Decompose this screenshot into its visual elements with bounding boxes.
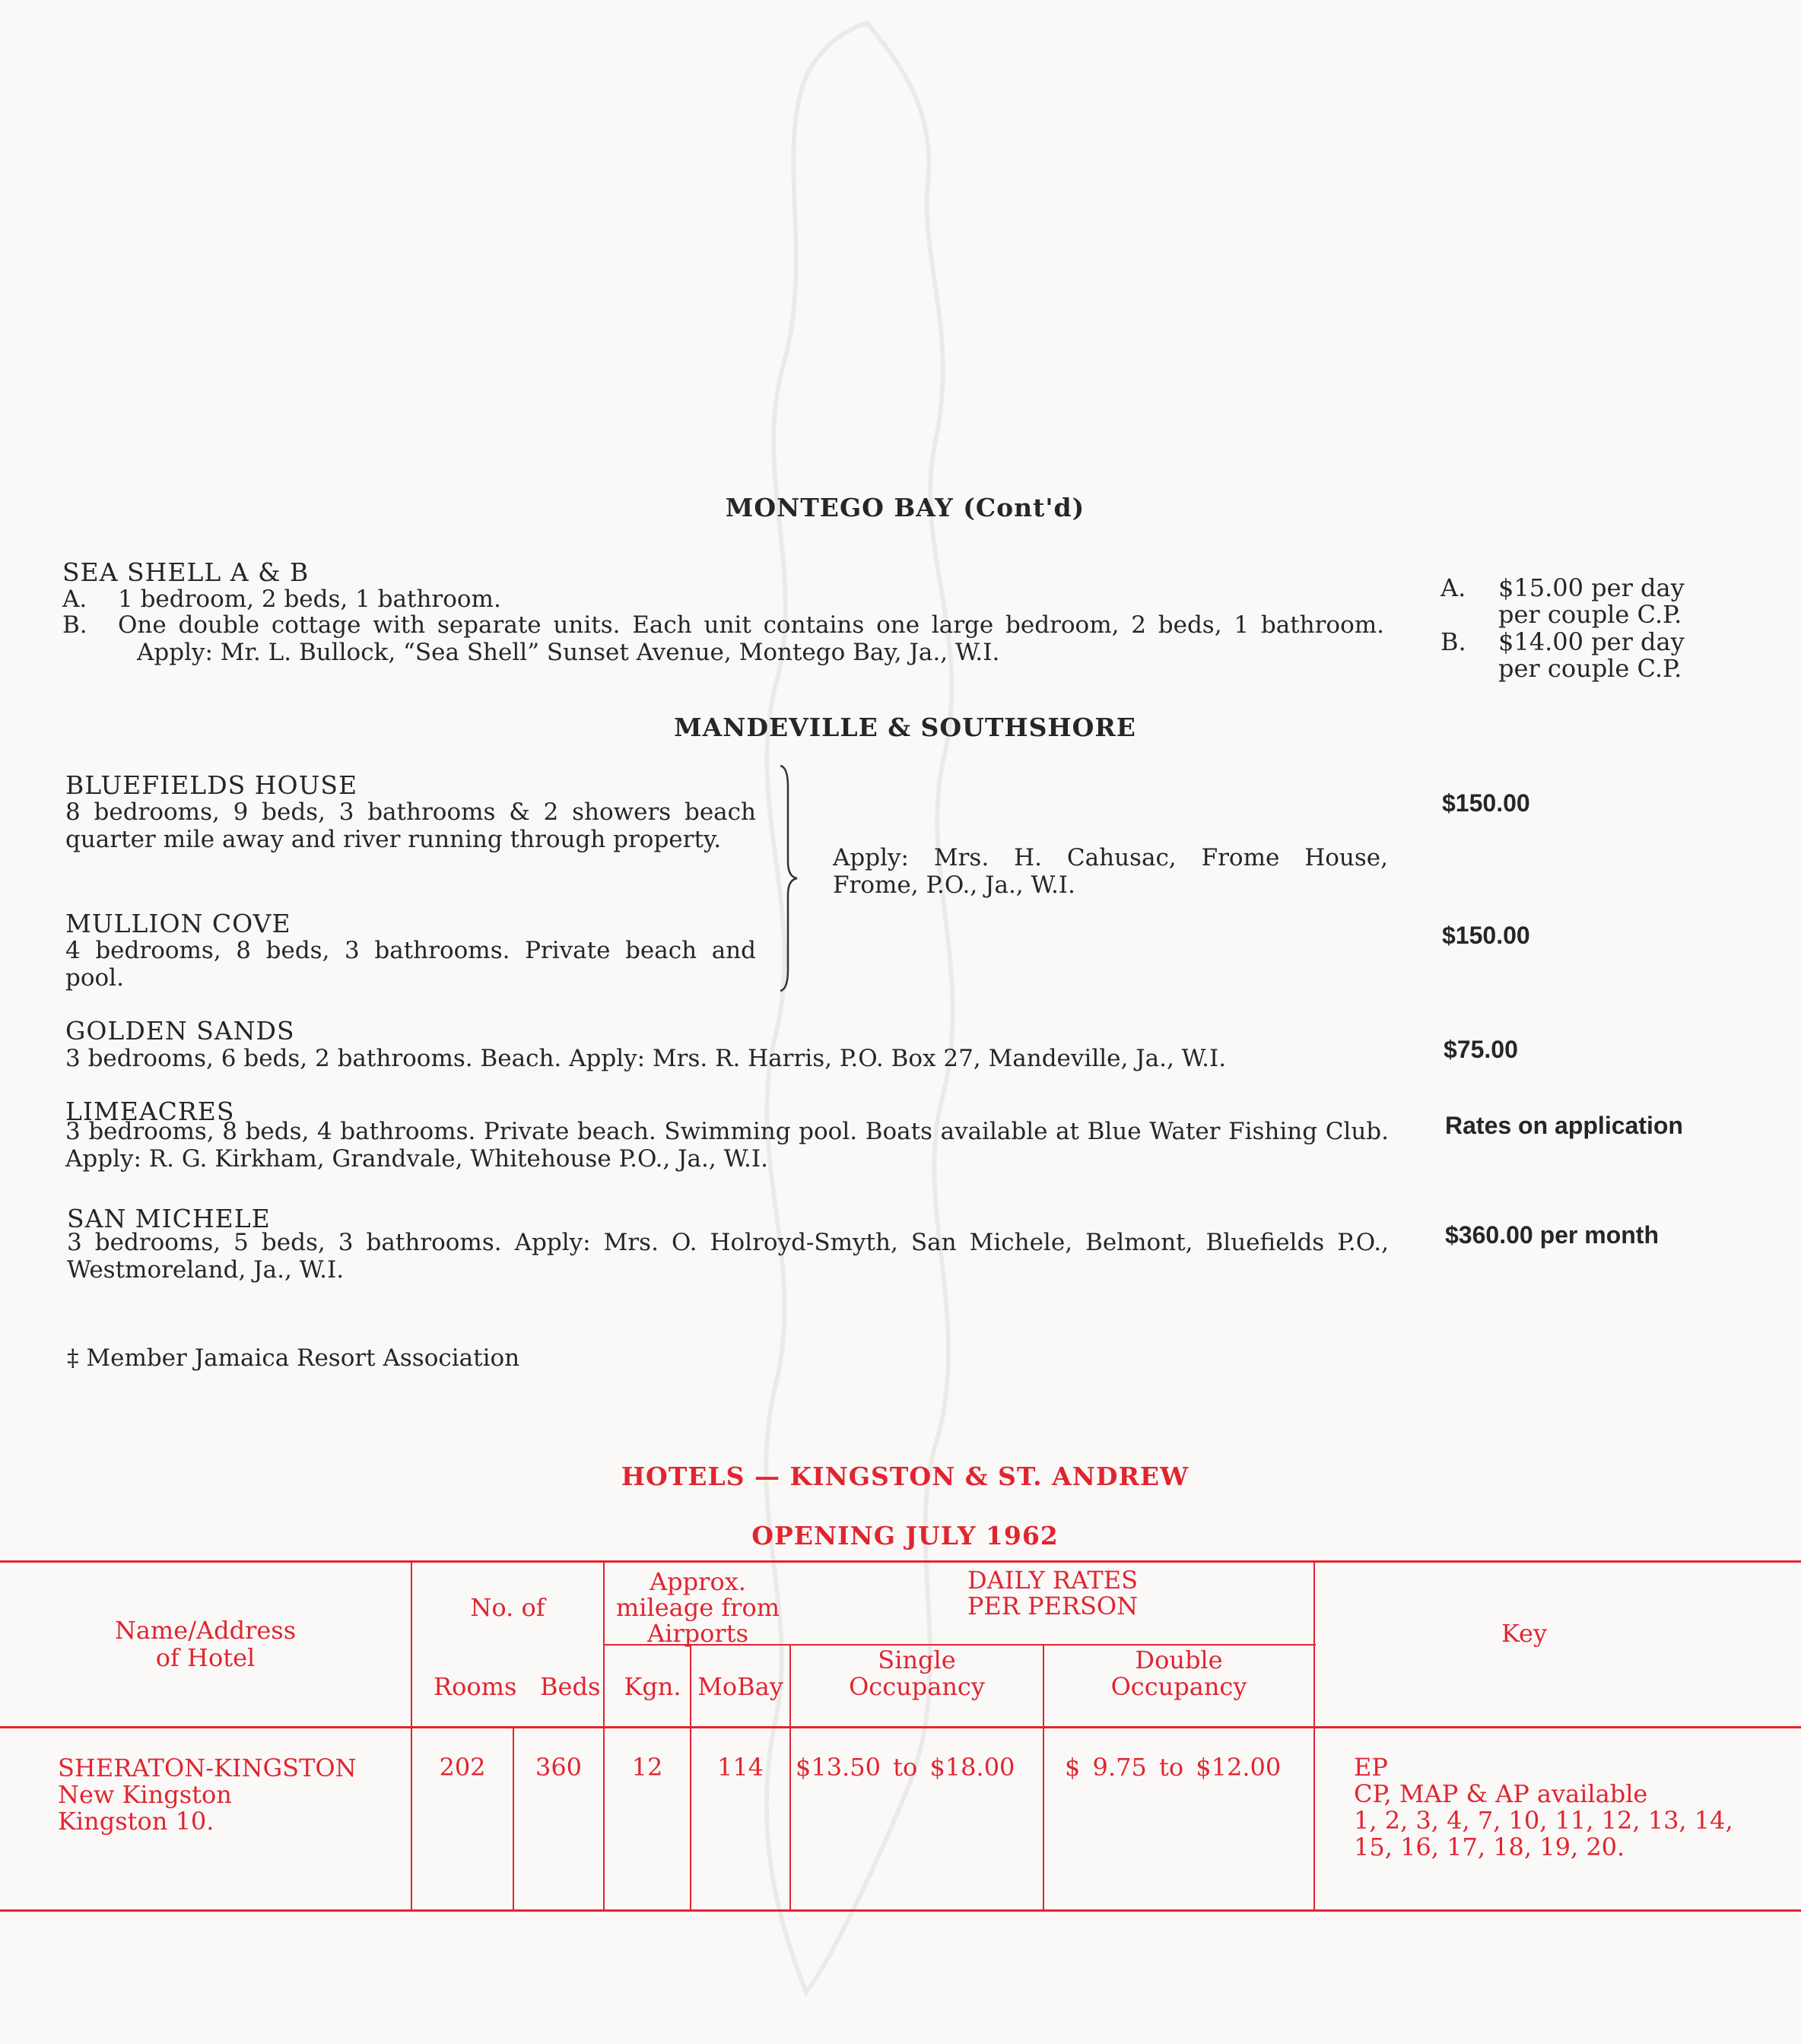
row-key-4: 15, 16, 17, 18, 19, 20. <box>1354 1833 1625 1862</box>
limeacres-rate: Rates on application <box>1445 1112 1683 1139</box>
header-single-line2: Occupancy <box>849 1672 985 1701</box>
mullion-title: MULLION COVE <box>65 909 291 938</box>
header-name-line2: of Hotel <box>155 1643 256 1672</box>
row-hotel-address-2: Kingston 10. <box>58 1807 214 1836</box>
limeacres-text: 3 bedrooms, 8 beds, 4 bathrooms. Private beach. Swimming pool. Boats available at Blue Water Fishing Club. Apply: R. G. Kirkham, Grandvale, Whitehouse P.O., Ja., W.I. <box>65 1118 1389 1173</box>
header-mobay: MoBay <box>697 1672 783 1701</box>
bluefields-title: BLUEFIELDS HOUSE <box>65 770 358 800</box>
header-key: Key <box>1501 1619 1548 1648</box>
sea-shell-title: SEA SHELL A & B <box>62 557 310 587</box>
daily-rates-rule <box>791 1644 1316 1646</box>
san-michele-text: 3 bedrooms, 5 beds, 3 bathrooms. Apply: Mrs. O. Holroyd-Smyth, San Michele, Belmont, Bluefields P.O., Westmoreland, Ja., W.I. <box>67 1229 1389 1284</box>
montego-bay-heading: MONTEGO BAY (Cont'd) <box>725 493 1085 522</box>
table-top-rule <box>0 1560 1801 1563</box>
sea-shell-b-letter: B. <box>62 611 87 639</box>
footnote: ‡ Member Jamaica Resort Association <box>67 1344 520 1372</box>
sea-shell-rate-a-line1: $15.00 per day <box>1498 573 1685 602</box>
header-double-line2: Occupancy <box>1110 1672 1247 1701</box>
row-beds: 360 <box>535 1753 583 1782</box>
header-daily-line2: PER PERSON <box>967 1592 1139 1620</box>
golden-rate: $75.00 <box>1444 1036 1518 1063</box>
header-double-line1: Double <box>1135 1646 1223 1674</box>
row-double-rate: $ 9.75 to $12.00 <box>1065 1753 1282 1782</box>
sea-shell-rate-b-line2: per couple C.P. <box>1498 654 1682 683</box>
bluefields-text: 8 bedrooms, 9 beds, 3 bathrooms & 2 showers beach quarter mile away and river running through property. <box>65 798 756 853</box>
table-bottom-rule <box>0 1909 1801 1912</box>
header-daily-line1: DAILY RATES <box>967 1566 1138 1595</box>
header-approx-line1: Approx. <box>650 1567 746 1596</box>
row-rooms: 202 <box>439 1753 486 1782</box>
row-hotel-name: SHERATON-KINGSTON <box>58 1754 357 1782</box>
golden-title: GOLDEN SANDS <box>65 1016 295 1046</box>
header-rooms: Rooms <box>434 1672 517 1701</box>
header-single-line1: Single <box>878 1646 956 1674</box>
san-michele-rate: $360.00 per month <box>1445 1221 1659 1249</box>
header-no-of: No. of <box>470 1593 545 1622</box>
row-mobay: 114 <box>716 1753 764 1782</box>
bluefields-rate: $150.00 <box>1442 789 1530 817</box>
header-bottom-rule <box>0 1726 1801 1728</box>
mandeville-heading: MANDEVILLE & SOUTHSHORE <box>674 713 1136 742</box>
sea-shell-rate-a-line2: per couple C.P. <box>1498 600 1682 629</box>
row-single-rate: $13.50 to $18.00 <box>796 1753 1015 1782</box>
row-kgn: 12 <box>631 1753 663 1782</box>
header-approx-line3: Airports <box>647 1619 748 1648</box>
header-name-line1: Name/Address <box>114 1616 297 1645</box>
limeacres-title: LIMEACRES <box>65 1097 235 1126</box>
row-key-1: EP <box>1354 1753 1388 1782</box>
shared-apply-text: Apply: Mrs. H. Cahusac, Frome House, Frome, P.O., Ja., W.I. <box>833 844 1388 899</box>
row-key-2: CP, MAP & AP available <box>1354 1779 1648 1808</box>
hotels-subheading: OPENING JULY 1962 <box>751 1521 1059 1550</box>
row-hotel-address-1: New Kingston <box>58 1780 232 1809</box>
header-kgn: Kgn. <box>624 1672 681 1701</box>
header-beds: Beds <box>540 1672 601 1701</box>
header-approx-line2: mileage from <box>615 1593 780 1622</box>
sea-shell-rate-b-line1: $14.00 per day <box>1498 627 1685 656</box>
sea-shell-a-text: 1 bedroom, 2 beds, 1 bathroom. <box>118 586 501 613</box>
golden-text: 3 bedrooms, 6 beds, 2 bathrooms. Beach. Apply: Mrs. R. Harris, P.O. Box 27, Mandeville, Ja., W.I. <box>65 1045 1227 1072</box>
hotels-heading: HOTELS — KINGSTON & ST. ANDREW <box>621 1462 1190 1491</box>
mullion-text: 4 bedrooms, 8 beds, 3 bathrooms. Private beach and pool. <box>65 937 756 992</box>
sea-shell-b-description: One double cottage with separate units. Each unit contains one large bedroom, 2 beds, 1 bathroom. Apply: Mr. L. Bullock, “Sea Shell” Sunset Avenue, Montego Bay, Ja., W.I. <box>118 611 1384 666</box>
sea-shell-rate-b-letter: B. <box>1440 627 1466 656</box>
sea-shell-a-letter: A. <box>62 586 87 613</box>
sea-shell-rate-a-letter: A. <box>1440 573 1466 602</box>
row-key-3: 1, 2, 3, 4, 7, 10, 11, 12, 13, 14, <box>1354 1806 1733 1835</box>
mullion-rate: $150.00 <box>1442 922 1530 949</box>
san-michele-title: SAN MICHELE <box>67 1204 271 1233</box>
